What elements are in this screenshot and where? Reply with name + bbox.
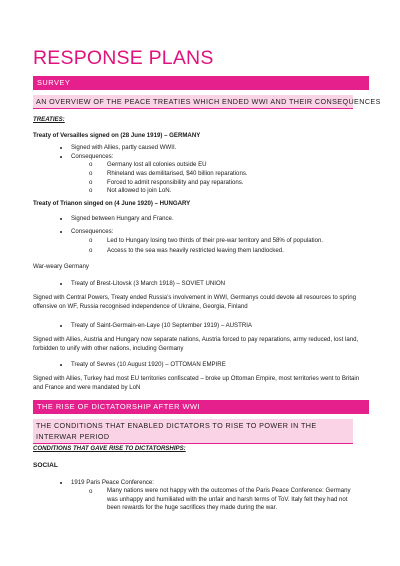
paris-sub: Many nations were not happy with the outcomes of the Paris Peace Conference: Germany was unhappy and humiliated with the unfair and harsh terms of ToV. Italy felt they had not been rewards for the huge sacrifices they made during the war. xyxy=(107,487,351,512)
trianon-bullet-2: Consequences: xyxy=(71,228,114,235)
versailles-consequence-1: Germany lost all colonies outside EU xyxy=(107,161,207,168)
war-weary-text: War-weary Germany xyxy=(33,263,89,270)
trianon-consequence-2: Access to the sea was heavily restricted leaving them landlocked. xyxy=(107,247,284,254)
social-label: SOCIAL xyxy=(33,462,58,469)
brest-paragraph: Signed with Central Powers, Treaty ended Russia’s involvement in WWI, Germanys could devote all resources to spring offensive on WF, Russia recognised independence of Ukraine, Georgia, Finland xyxy=(33,294,357,310)
circle-bullet-icon: o xyxy=(89,187,93,194)
versailles-bullet-2: Consequences: xyxy=(71,153,114,160)
bullet-dot xyxy=(60,325,62,327)
bullet-dot xyxy=(60,231,62,233)
page-title: RESPONSE PLANS xyxy=(33,47,214,69)
saint-germain-paragraph: Signed with Allies, Austria and Hungary now separate nations, Austria forced to pay reparations, army reduced, lost land, forbidden to unify with other nations, including Germany xyxy=(33,336,359,352)
sevres-paragraph: Signed with Allies, Turkey had most EU territories confiscated – broke up Ottoman Empire, most territories went to Britain and France and were mandated by LoN xyxy=(33,375,360,391)
circle-bullet-icon: o xyxy=(89,488,93,495)
versailles-consequence-2: Rhineland was demilitarised, $40 billion reparations. xyxy=(107,170,248,177)
circle-bullet-icon: o xyxy=(89,161,93,168)
bullet-dot xyxy=(60,482,62,484)
trianon-consequence-1: Led to Hungary losing two thirds of their pre-war territory and 58% of population. xyxy=(107,237,324,244)
versailles-bullet-1: Signed with Allies, partly caused WWII. xyxy=(71,144,177,151)
sevres-bullet: Treaty of Sevres (10 August 1920) – OTTOMAN EMPIRE xyxy=(71,361,226,368)
versailles-consequence-3: Forced to admit responsibility and pay reparations. xyxy=(107,179,244,186)
treaties-label: TREATIES: xyxy=(33,116,65,123)
circle-bullet-icon: o xyxy=(89,247,93,254)
circle-bullet-icon: o xyxy=(89,179,93,186)
bullet-dot xyxy=(60,364,62,366)
section1-heading: AN OVERVIEW OF THE PEACE TREATIES WHICH ENDED WWI AND THEIR CONSEQUENCES xyxy=(33,95,353,109)
bullet-dot xyxy=(60,147,62,149)
trianon-heading: Treaty of Trianon singed on (4 June 1920) – HUNGARY xyxy=(33,200,191,207)
conditions-label: CONDITIONS THAT GAVE RISE TO DICTATORSHIPS: xyxy=(33,445,186,452)
brest-bullet: Treaty of Brest-Litovsk (3 March 1918) – SOVIET UNION xyxy=(71,280,226,287)
saint-germain-bullet: Treaty of Saint-Germain-en-Laye (10 September 1919) – AUSTRIA xyxy=(71,322,252,329)
survey-bar: SURVEY xyxy=(33,76,369,90)
versailles-heading: Treaty of Versailles signed on (28 June 1919) – GERMANY xyxy=(33,132,201,139)
dictatorship-bar: THE RISE OF DICTATORSHIP AFTER WWI xyxy=(33,400,369,414)
versailles-consequence-4: Not allowed to join LoN. xyxy=(107,187,172,194)
bullet-dot xyxy=(60,156,62,158)
section2-heading: THE CONDITIONS THAT ENABLED DICTATORS TO RISE TO POWER IN THE INTERWAR PERIOD xyxy=(33,419,353,444)
bullet-dot xyxy=(60,218,62,220)
circle-bullet-icon: o xyxy=(89,170,93,177)
trianon-bullet-1: Signed between Hungary and France. xyxy=(71,215,174,222)
bullet-dot xyxy=(60,283,62,285)
circle-bullet-icon: o xyxy=(89,237,93,244)
paris-bullet: 1919 Paris Peace Conference: xyxy=(71,479,154,486)
